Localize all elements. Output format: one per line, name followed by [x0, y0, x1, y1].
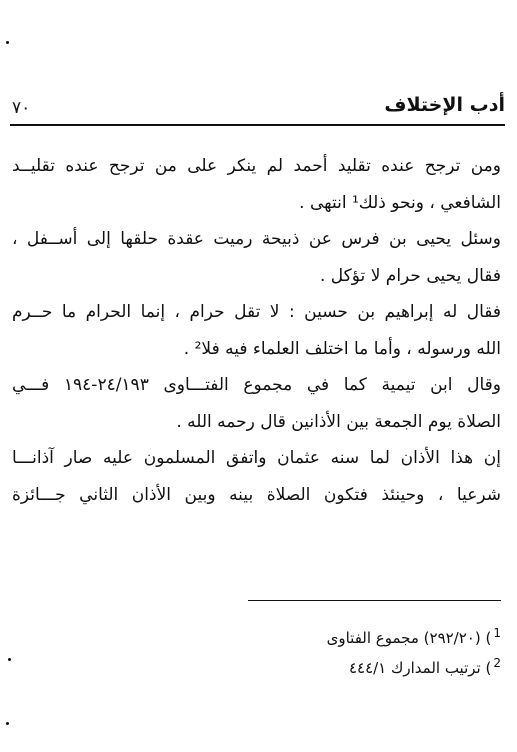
footnote-number: 1 — [493, 626, 501, 640]
footnote-text: (٢٩٢/٢٠) مجموع الفتاوى — [326, 629, 481, 647]
header-rule — [10, 124, 505, 126]
footnote-number: 2 — [493, 656, 501, 670]
text-line: شرعيا ، وحينئذ فتكون الصلاة بينه وبين الأذان الثاني جـــائزة — [12, 484, 501, 505]
scan-mark — [6, 722, 9, 725]
footnote-rule — [248, 600, 501, 601]
text-line: الله ورسوله ، وأما ما اختلف العلماء فيه فلا² . — [183, 338, 501, 359]
footnote — [40, 648, 501, 678]
footnote-paren: ) — [485, 629, 492, 647]
text-line: إن هذا الأذان لما سنه عثمان واتفق المسلمون عليه صار آذانـــا — [12, 448, 501, 468]
footnote-paren: ) — [485, 659, 492, 677]
page-header — [10, 92, 505, 124]
scan-mark — [8, 658, 11, 661]
text-line: فقال له إبراهيم بن حسين : لا تقل حرام ، إنما الحرام ما حــرم — [12, 302, 501, 322]
running-head: أدب الإختلاف — [384, 94, 505, 116]
text-line: وقال ابن تيمية كما في مجموع الفتـــاوى ٢٤/١٩٣-١٩٤ فـــي — [12, 375, 501, 395]
body-text — [12, 148, 501, 513]
text-line: الشافعي ، ونحو ذلك¹ انتهى . — [299, 192, 501, 213]
text-line: ومن ترجح عنده تقليد أحمد لم ينكر على من ترجح عنده تقليــد — [12, 156, 501, 176]
text-line: وسئل يحيى بن فرس عن ذبيحة رميت عقدة حلقها إلى أســفل ، — [12, 229, 501, 249]
footnote-text: ترتيب المدارك ٤٤٤/١ — [348, 659, 481, 677]
scan-mark — [6, 41, 9, 44]
text-line: الصلاة يوم الجمعة بين الأذانين قال رحمه الله . — [176, 411, 501, 432]
footnotes — [40, 618, 501, 678]
footnote — [40, 618, 501, 648]
page-number: ٧٠ — [12, 98, 31, 118]
text-line: فقال يحيى حرام لا تؤكل . — [320, 265, 501, 286]
